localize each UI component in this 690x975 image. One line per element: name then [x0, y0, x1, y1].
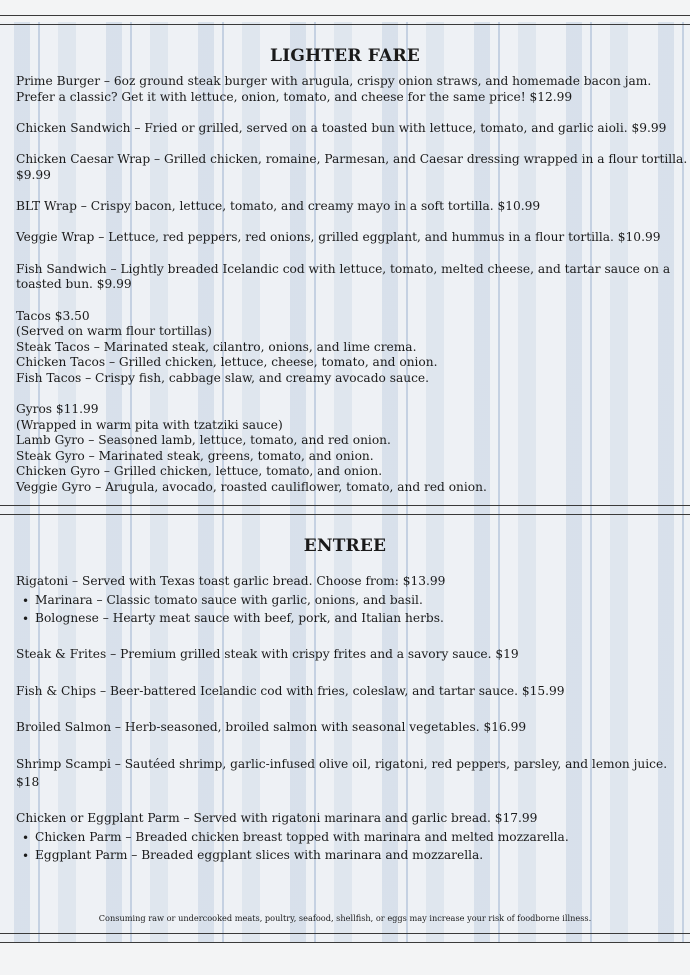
menu-line-parm: Chicken or Eggplant Parm – Served with rigatoni marinara and garlic bread. $17.99 — [16, 811, 538, 825]
menu-line: Lamb Gyro – Seasoned lamb, lettuce, tomato, and red onion. — [16, 433, 391, 447]
divider-rule-upper — [0, 505, 690, 506]
bullet-icon: • — [22, 849, 30, 863]
menu-line: Prefer a classic? Get it with lettuce, onion, tomato, and cheese for the same price! $12.99 — [16, 90, 573, 104]
section-title-entree: ENTREE — [303, 536, 387, 556]
menu-line-scampi: Shrimp Scampi – Sautéed shrimp, garlic-infused olive oil, rigatoni, red peppers, parsley, and lemon juice. — [16, 757, 668, 771]
menu-line-fish-chips: Fish & Chips – Beer-battered Icelandic cod with fries, coleslaw, and tartar sauce. $15.99 — [16, 684, 565, 698]
menu-line-steak-frites: Steak & Frites – Premium grilled steak with crispy frites and a savory sauce. $19 — [16, 647, 519, 661]
menu-option-marinara: Marinara – Classic tomato sauce with garlic, onions, and basil. — [35, 593, 423, 607]
bullet-icon: • — [22, 612, 30, 626]
menu-line: (Wrapped in warm pita with tzatziki sauce) — [16, 418, 283, 432]
menu-line: $9.99 — [16, 168, 51, 182]
menu-line: Chicken Tacos – Grilled chicken, lettuce, cheese, tomato, and onion. — [16, 355, 438, 369]
menu-line: Fish Tacos – Crispy fish, cabbage slaw, and creamy avocado sauce. — [16, 371, 429, 385]
menu-line: Tacos $3.50 — [16, 309, 90, 323]
menu-option-eggplant-parm: Eggplant Parm – Breaded eggplant slices with marinara and mozzarella. — [35, 848, 484, 862]
top-rule-outer — [0, 15, 690, 16]
bullet-icon: • — [22, 594, 30, 608]
menu-line: Steak Tacos – Marinated steak, cilantro, onions, and lime crema. — [16, 340, 417, 354]
menu-line-scampi-price: $18 — [16, 775, 40, 789]
menu-line: Veggie Gyro – Arugula, avocado, roasted cauliflower, tomato, and red onion. — [16, 480, 487, 494]
menu-line: Steak Gyro – Marinated steak, greens, tomato, and onion. — [16, 449, 374, 463]
foodborne-illness-disclaimer: Consuming raw or undercooked meats, poultry, seafood, shellfish, or eggs may increase your risk of foodborne illness. — [98, 913, 592, 923]
menu-line: Fish Sandwich – Lightly breaded Icelandic cod with lettuce, tomato, melted cheese, and tartar sauce on a — [16, 262, 671, 276]
menu-line: Prime Burger – 6oz ground steak burger with arugula, crispy onion straws, and homemade bacon jam. — [16, 74, 652, 88]
menu-line: toasted bun. $9.99 — [16, 277, 132, 291]
menu-line: Chicken Sandwich – Fried or grilled, served on a toasted bun with lettuce, tomato, and garlic aioli. $9.99 — [16, 121, 667, 135]
menu-line-rigatoni: Rigatoni – Served with Texas toast garlic bread. Choose from: $13.99 — [16, 574, 446, 588]
divider-rule-lower — [0, 514, 690, 515]
section-title-lighter-fare: LIGHTER FARE — [270, 46, 420, 66]
menu-line: Chicken Gyro – Grilled chicken, lettuce, tomato, and onion. — [16, 464, 383, 478]
menu-line: Veggie Wrap – Lettuce, red peppers, red onions, grilled eggplant, and hummus in a flour tortilla. $10.99 — [16, 230, 661, 244]
bottom-rule-upper — [0, 933, 690, 934]
menu-option-bolognese: Bolognese – Hearty meat sauce with beef, pork, and Italian herbs. — [35, 611, 444, 625]
menu-line: Chicken Caesar Wrap – Grilled chicken, romaine, Parmesan, and Caesar dressing wrapped in a flour tortilla. — [16, 152, 688, 166]
menu-line: Gyros $11.99 — [16, 402, 99, 416]
bottom-rule-lower — [0, 942, 690, 943]
menu-option-chicken-parm: Chicken Parm – Breaded chicken breast topped with marinara and melted mozzarella. — [35, 830, 569, 844]
top-rule-inner — [0, 24, 690, 25]
menu-line: BLT Wrap – Crispy bacon, lettuce, tomato, and creamy mayo in a soft tortilla. $10.99 — [16, 199, 541, 213]
menu-line-salmon: Broiled Salmon – Herb-seasoned, broiled salmon with seasonal vegetables. $16.99 — [16, 720, 527, 734]
bullet-icon: • — [22, 831, 30, 845]
menu-line: (Served on warm flour tortillas) — [16, 324, 212, 338]
